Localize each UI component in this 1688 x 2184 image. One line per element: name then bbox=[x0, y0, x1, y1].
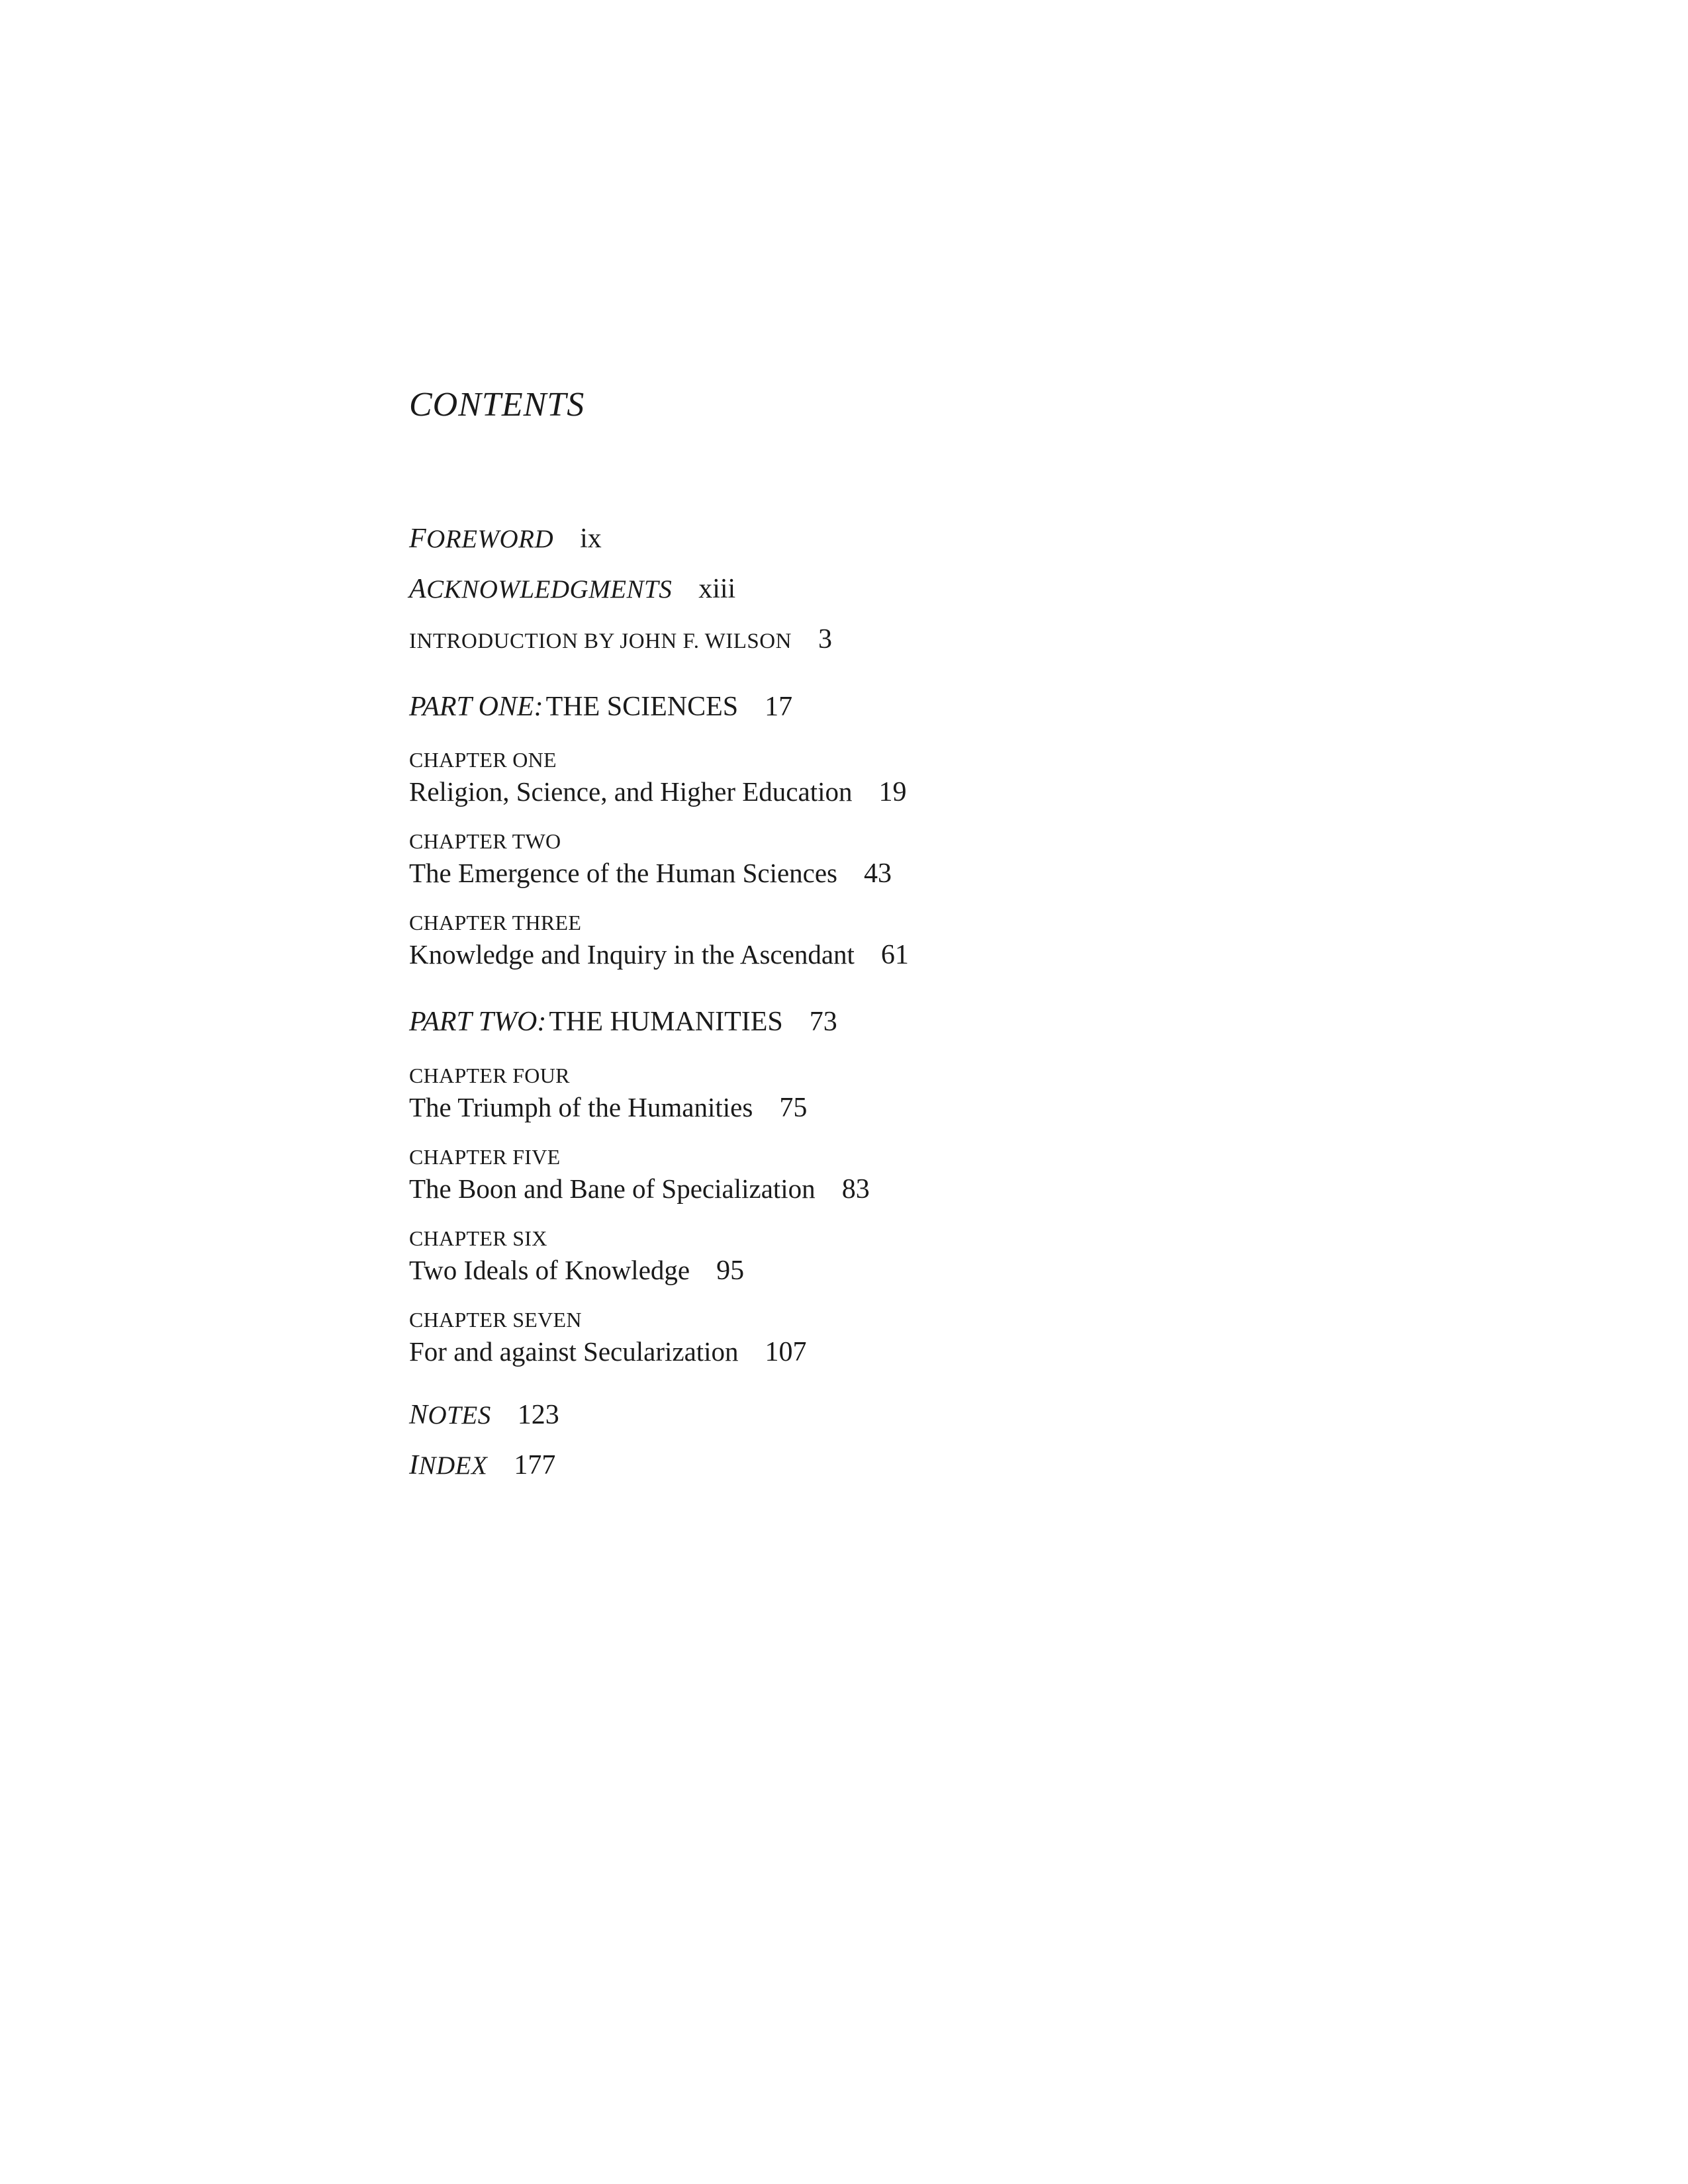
chapter-label: CHAPTER THREE bbox=[409, 911, 582, 934]
chapter-title-line bbox=[409, 774, 906, 809]
toc-label: INTRODUCTION BY JOHN F. WILSON bbox=[409, 629, 792, 653]
toc-page-number: 61 bbox=[880, 940, 909, 970]
toc-label: NOTES bbox=[409, 1400, 491, 1430]
chapter-title-line bbox=[409, 937, 909, 972]
toc-part-one bbox=[409, 691, 792, 723]
toc-page-number: 73 bbox=[809, 1007, 837, 1037]
toc-page-number: 19 bbox=[878, 777, 907, 807]
toc-entry-acknowledgments bbox=[409, 573, 735, 605]
chapter-title: The Boon and Bane of Specialization bbox=[409, 1173, 816, 1204]
chapter-title-line bbox=[409, 1171, 870, 1206]
toc-chapter-five bbox=[409, 1145, 870, 1206]
toc-page-number: ix bbox=[580, 523, 602, 554]
toc-label: ACKNOWLEDGMENTS bbox=[409, 574, 673, 604]
toc-entry-introduction bbox=[409, 623, 832, 655]
chapter-title: Knowledge and Inquiry in the Ascendant bbox=[409, 939, 855, 970]
toc-page-number: 95 bbox=[716, 1255, 745, 1286]
chapter-label: CHAPTER FOUR bbox=[409, 1064, 570, 1087]
toc-chapter-two bbox=[409, 829, 892, 891]
chapter-label: CHAPTER TWO bbox=[409, 829, 561, 853]
toc-part-two bbox=[409, 1006, 837, 1038]
toc-page-number: 75 bbox=[779, 1093, 808, 1123]
chapter-title: For and against Secularization bbox=[409, 1336, 739, 1367]
toc-page-number: 43 bbox=[864, 858, 892, 889]
page-title: CONTENTS bbox=[409, 386, 585, 424]
part-label: PART TWO: bbox=[409, 1007, 547, 1037]
toc-label: INDEX bbox=[409, 1450, 488, 1480]
toc-label: FOREWORD bbox=[409, 523, 554, 554]
toc-chapter-six bbox=[409, 1226, 744, 1288]
chapter-label: CHAPTER FIVE bbox=[409, 1145, 561, 1169]
part-title: THE HUMANITIES bbox=[549, 1007, 783, 1037]
toc-page-number: 17 bbox=[765, 692, 793, 722]
toc-page-number: xiii bbox=[698, 574, 736, 604]
chapter-label: CHAPTER SIX bbox=[409, 1226, 547, 1250]
chapter-title: The Emergence of the Human Sciences bbox=[409, 858, 838, 888]
toc-entry-notes bbox=[409, 1399, 559, 1431]
chapter-title-line bbox=[409, 1090, 807, 1125]
toc-chapter-one bbox=[409, 748, 906, 809]
chapter-title: Two Ideals of Knowledge bbox=[409, 1255, 690, 1285]
chapter-label: CHAPTER ONE bbox=[409, 748, 557, 772]
toc-chapter-three bbox=[409, 911, 909, 972]
part-label: PART ONE: bbox=[409, 692, 543, 722]
chapter-title-line bbox=[409, 1253, 744, 1288]
toc-page-number: 123 bbox=[517, 1400, 559, 1430]
toc-page-number: 107 bbox=[765, 1337, 807, 1367]
toc-chapter-seven bbox=[409, 1308, 807, 1369]
toc-page-number: 177 bbox=[514, 1450, 556, 1480]
toc-page-number: 3 bbox=[818, 624, 832, 655]
chapter-title-line bbox=[409, 856, 892, 891]
toc-entry-foreword bbox=[409, 523, 602, 555]
toc-entry-index bbox=[409, 1449, 555, 1481]
toc-chapter-four bbox=[409, 1064, 807, 1125]
chapter-title-line bbox=[409, 1334, 807, 1369]
chapter-title: Religion, Science, and Higher Education bbox=[409, 776, 853, 807]
chapter-label: CHAPTER SEVEN bbox=[409, 1308, 582, 1332]
toc-page-number: 83 bbox=[841, 1174, 870, 1205]
part-title: THE SCIENCES bbox=[545, 692, 739, 722]
chapter-title: The Triumph of the Humanities bbox=[409, 1092, 753, 1122]
